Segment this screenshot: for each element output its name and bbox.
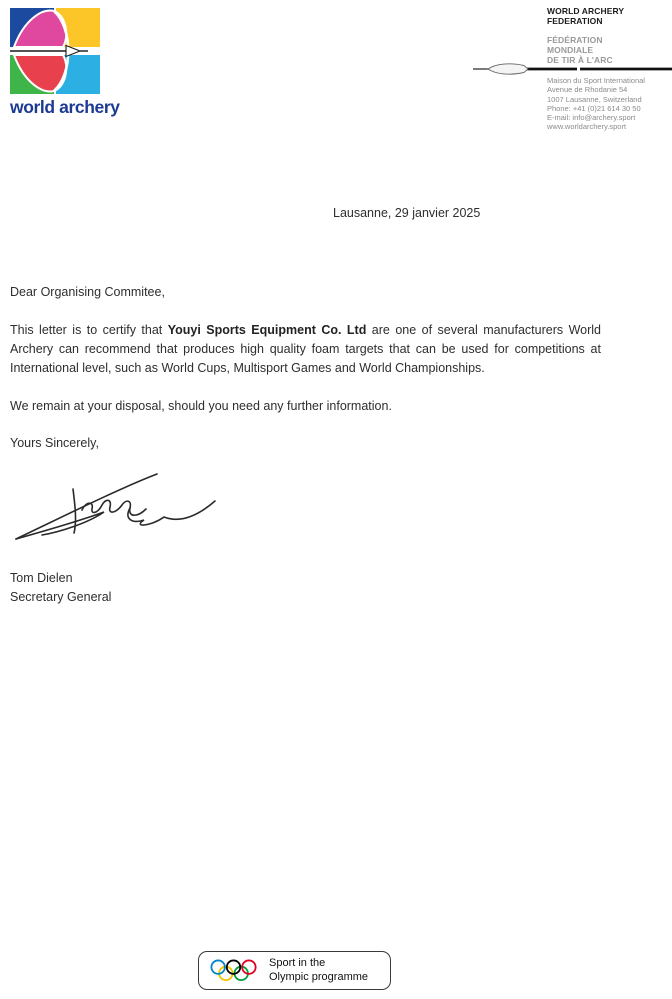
paragraph-certification	[10, 321, 601, 378]
olympic-programme-badge	[198, 951, 391, 990]
arrow-rule-icon	[472, 61, 672, 77]
address-block	[547, 76, 672, 132]
address-line: Avenue de Rhodanie 54	[547, 85, 628, 95]
company-name: Youyi Sports Equipment Co. Ltd	[167, 323, 367, 337]
salutation: Dear Organising Commitee,	[10, 285, 165, 299]
dateline: Lausanne, 29 janvier 2025	[333, 206, 481, 220]
address-line: 1007 Lausanne, Switzerland	[547, 94, 642, 104]
org-name-fr-line3: DE TIR À L'ARC	[547, 55, 613, 65]
org-name-fr-line1: FÉDÉRATION	[547, 35, 603, 45]
address-website: www.worldarchery.sport	[547, 122, 627, 132]
org-name-en-line1: WORLD ARCHERY	[547, 6, 625, 16]
address-line: Maison du Sport International	[547, 76, 645, 85]
olympic-programme-line2: Olympic programme	[269, 970, 369, 983]
closing: Yours Sincerely,	[10, 436, 99, 450]
org-name-fr-line2: MONDIALE	[547, 45, 594, 55]
olympic-rings-icon	[209, 958, 259, 983]
logo-wordmark: world archery	[10, 97, 120, 117]
address-email: E-mail: info@archery.sport	[547, 113, 636, 123]
letter-body	[10, 283, 601, 607]
address-phone: Phone: +41 (0)21 614 30 50	[547, 103, 641, 113]
signer-title: Secretary General	[10, 590, 112, 604]
paragraph-disposal: We remain at your disposal, should you need any further information.	[10, 399, 392, 413]
world-archery-logo	[10, 8, 120, 118]
para1-text-before: This letter is to certify that	[10, 323, 168, 337]
olympic-programme-line1: Sport in the	[269, 957, 326, 969]
signature-icon	[10, 463, 220, 551]
signer-name: Tom Dielen	[10, 571, 73, 585]
olympic-programme-label	[269, 957, 368, 984]
signature	[10, 463, 601, 551]
para1-text-after: are one of several manufacturers World Archery can recommend that produces high quality foam targets that can be used for competitions at International level, such as World Cups, Multisport Games and World Championships.	[10, 323, 601, 375]
org-name-block	[547, 6, 672, 65]
org-name-en-line2: FEDERATION	[547, 16, 603, 26]
world-archery-logo-icon	[10, 8, 100, 94]
